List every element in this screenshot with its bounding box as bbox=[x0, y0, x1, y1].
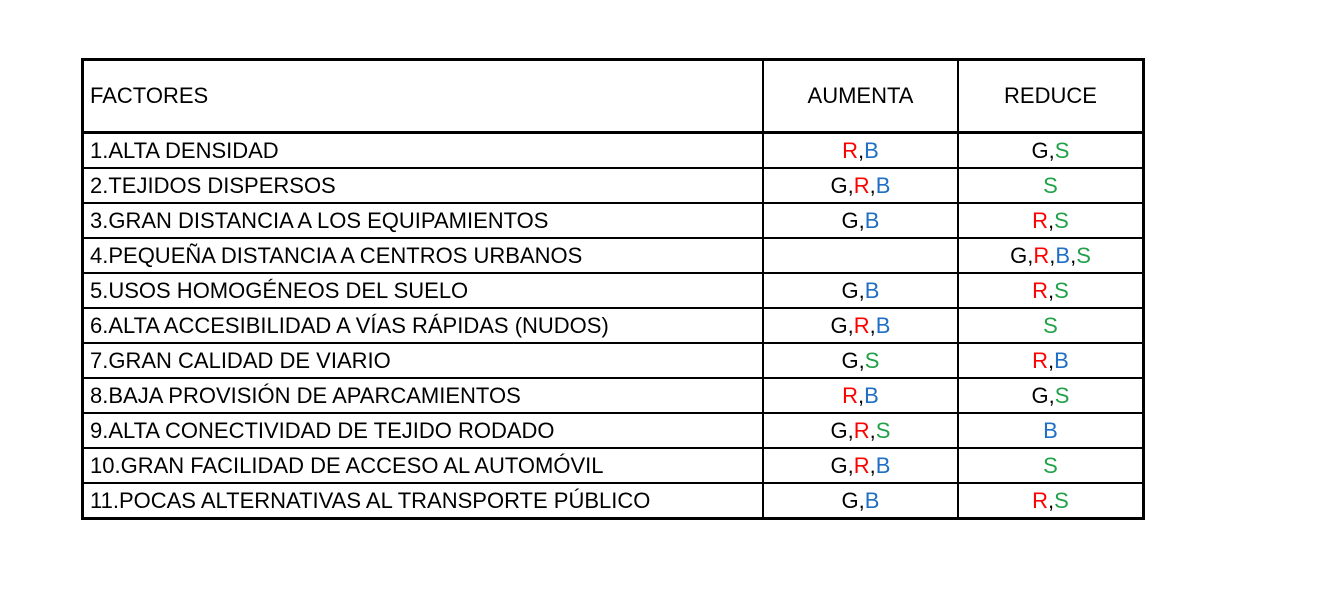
aumenta-cell bbox=[763, 308, 958, 343]
separator-comma: , bbox=[869, 452, 876, 478]
code-letter-S: S bbox=[1043, 312, 1058, 338]
reduce-cell bbox=[958, 378, 1144, 413]
table-row bbox=[83, 133, 1144, 169]
code-letter-G: G bbox=[830, 312, 848, 338]
reduce-cell bbox=[958, 273, 1144, 308]
reduce-cell bbox=[958, 308, 1144, 343]
table-row bbox=[83, 413, 1144, 448]
code-letter-S: S bbox=[1043, 172, 1058, 198]
code-letter-G: G bbox=[830, 452, 848, 478]
code-letter-B: B bbox=[875, 172, 891, 198]
code-letter-B: B bbox=[864, 277, 880, 303]
reduce-cell bbox=[958, 483, 1144, 519]
code-letter-G: G bbox=[1031, 382, 1049, 408]
code-letter-S: S bbox=[1043, 452, 1058, 478]
separator-comma: , bbox=[1048, 382, 1055, 408]
reduce-cell bbox=[958, 343, 1144, 378]
code-letter-R: R bbox=[1032, 487, 1049, 513]
aumenta-cell bbox=[763, 273, 958, 308]
code-letter-R: R bbox=[842, 382, 859, 408]
reduce-cell bbox=[958, 133, 1144, 169]
code-letter-R: R bbox=[1033, 242, 1050, 268]
code-letter-B: B bbox=[1043, 417, 1058, 443]
code-letter-S: S bbox=[864, 347, 880, 373]
code-letter-S: S bbox=[1054, 382, 1070, 408]
code-letter-G: G bbox=[841, 487, 859, 513]
separator-comma: , bbox=[847, 452, 854, 478]
separator-comma: , bbox=[869, 312, 876, 338]
factor-cell: 7.GRAN CALIDAD DE VIARIO bbox=[83, 343, 764, 378]
code-letter-S: S bbox=[1076, 242, 1091, 268]
aumenta-cell bbox=[763, 203, 958, 238]
separator-comma: , bbox=[858, 347, 865, 373]
code-letter-S: S bbox=[1054, 137, 1070, 163]
separator-comma: , bbox=[869, 417, 876, 443]
separator-comma: , bbox=[1070, 242, 1077, 268]
reduce-cell bbox=[958, 203, 1144, 238]
aumenta-cell bbox=[763, 238, 958, 273]
table-row bbox=[83, 238, 1144, 273]
factor-cell: 1.ALTA DENSIDAD bbox=[83, 133, 764, 169]
factor-cell: 8.BAJA PROVISIÓN DE APARCAMIENTOS bbox=[83, 378, 764, 413]
code-letter-R: R bbox=[853, 312, 870, 338]
code-letter-G: G bbox=[841, 347, 859, 373]
code-letter-B: B bbox=[875, 312, 891, 338]
separator-comma: , bbox=[847, 172, 854, 198]
separator-comma: , bbox=[858, 207, 865, 233]
aumenta-cell bbox=[763, 448, 958, 483]
aumenta-cell bbox=[763, 483, 958, 519]
code-letter-R: R bbox=[853, 172, 870, 198]
code-letter-R: R bbox=[853, 452, 870, 478]
table-row bbox=[83, 168, 1144, 203]
table-row bbox=[83, 483, 1144, 519]
code-letter-B: B bbox=[864, 207, 880, 233]
table-row bbox=[83, 203, 1144, 238]
header-reduce: REDUCE bbox=[958, 60, 1144, 133]
separator-comma: , bbox=[858, 277, 865, 303]
aumenta-cell bbox=[763, 343, 958, 378]
code-letter-B: B bbox=[875, 452, 891, 478]
reduce-cell bbox=[958, 238, 1144, 273]
code-letter-B: B bbox=[864, 487, 880, 513]
separator-comma: , bbox=[847, 417, 854, 443]
separator-comma: , bbox=[1049, 242, 1056, 268]
factor-table bbox=[81, 58, 1145, 520]
table-body bbox=[83, 133, 1144, 519]
table-row bbox=[83, 448, 1144, 483]
code-letter-R: R bbox=[1032, 207, 1049, 233]
header-factores: FACTORES bbox=[83, 60, 764, 133]
table-row bbox=[83, 273, 1144, 308]
separator-comma: , bbox=[1027, 242, 1034, 268]
code-letter-R: R bbox=[1032, 347, 1049, 373]
header-row bbox=[83, 60, 1144, 133]
aumenta-cell bbox=[763, 133, 958, 169]
reduce-cell bbox=[958, 448, 1144, 483]
table-row bbox=[83, 308, 1144, 343]
table-row bbox=[83, 343, 1144, 378]
factor-cell: 6.ALTA ACCESIBILIDAD A VÍAS RÁPIDAS (NUDOS) bbox=[83, 308, 764, 343]
aumenta-cell bbox=[763, 413, 958, 448]
factor-cell: 2.TEJIDOS DISPERSOS bbox=[83, 168, 764, 203]
separator-comma: , bbox=[1048, 487, 1055, 513]
aumenta-cell bbox=[763, 378, 958, 413]
factor-cell: 10.GRAN FACILIDAD DE ACCESO AL AUTOMÓVIL bbox=[83, 448, 764, 483]
separator-comma: , bbox=[847, 312, 854, 338]
code-letter-S: S bbox=[1054, 207, 1069, 233]
code-letter-R: R bbox=[1032, 277, 1049, 303]
separator-comma: , bbox=[858, 137, 865, 163]
code-letter-B: B bbox=[1055, 242, 1071, 268]
code-letter-B: B bbox=[864, 382, 879, 408]
code-letter-B: B bbox=[1054, 347, 1069, 373]
code-letter-G: G bbox=[1031, 137, 1049, 163]
code-letter-R: R bbox=[842, 137, 859, 163]
code-letter-G: G bbox=[841, 207, 859, 233]
code-letter-G: G bbox=[1010, 242, 1028, 268]
table-row bbox=[83, 378, 1144, 413]
factor-cell: 5.USOS HOMOGÉNEOS DEL SUELO bbox=[83, 273, 764, 308]
separator-comma: , bbox=[869, 172, 876, 198]
separator-comma: , bbox=[858, 487, 865, 513]
reduce-cell bbox=[958, 413, 1144, 448]
factor-cell: 3.GRAN DISTANCIA A LOS EQUIPAMIENTOS bbox=[83, 203, 764, 238]
code-letter-G: G bbox=[830, 172, 848, 198]
separator-comma: , bbox=[1048, 137, 1055, 163]
code-letter-G: G bbox=[841, 277, 859, 303]
code-letter-G: G bbox=[830, 417, 848, 443]
code-letter-S: S bbox=[1054, 487, 1069, 513]
factor-cell: 4.PEQUEÑA DISTANCIA A CENTROS URBANOS bbox=[83, 238, 764, 273]
reduce-cell bbox=[958, 168, 1144, 203]
aumenta-cell bbox=[763, 168, 958, 203]
factor-cell: 9.ALTA CONECTIVIDAD DE TEJIDO RODADO bbox=[83, 413, 764, 448]
separator-comma: , bbox=[1048, 207, 1055, 233]
header-aumenta: AUMENTA bbox=[763, 60, 958, 133]
separator-comma: , bbox=[1048, 347, 1055, 373]
code-letter-S: S bbox=[875, 417, 891, 443]
factor-cell: 11.POCAS ALTERNATIVAS AL TRANSPORTE PÚBLICO bbox=[83, 483, 764, 519]
code-letter-B: B bbox=[864, 137, 879, 163]
separator-comma: , bbox=[858, 382, 865, 408]
code-letter-S: S bbox=[1054, 277, 1069, 303]
separator-comma: , bbox=[1048, 277, 1055, 303]
code-letter-R: R bbox=[853, 417, 870, 443]
